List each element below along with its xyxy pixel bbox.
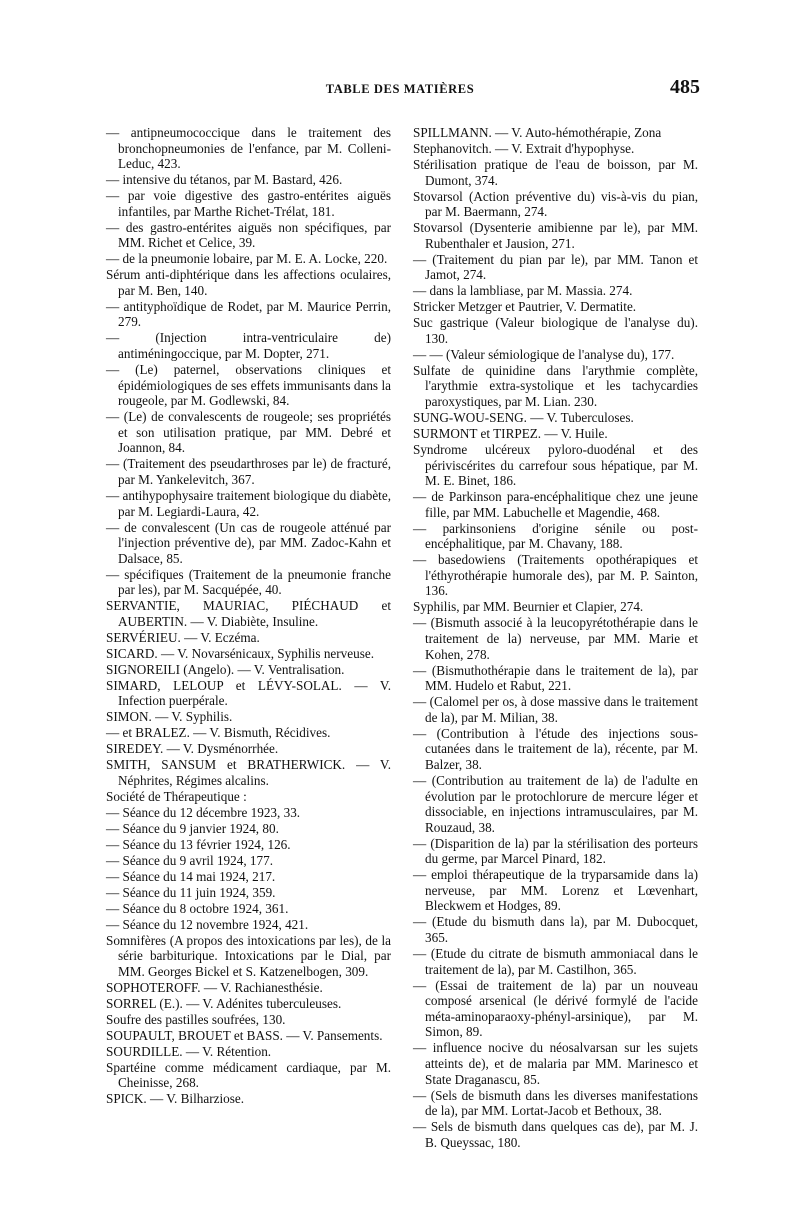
index-entry: — parkinsoniens d'origine sénile ou post-encéphalitique, par M. Chavany, 188. xyxy=(413,520,698,552)
index-entry: Sulfate de quinidine dans l'arythmie complète, l'arythmie extra-systolique et les tachycardies paroxystiques, par M. Lian. 230. xyxy=(413,362,698,409)
index-entry: — basedowiens (Traitements opothérapiques et l'éthyrothérapie humorale des), par M. P. Sainton, 136. xyxy=(413,552,698,599)
index-entry: SIMON. — V. Syphilis. xyxy=(106,709,233,725)
index-entry: SERVÉRIEU. — V. Eczéma. xyxy=(106,629,260,645)
index-entry: — (Le) paternel, observations cliniques et épidémiologiques de ses effets immunisants dans la rougeole, par M. Godlewski, 84. xyxy=(106,362,391,409)
index-entry: — (Calomel per os, à dose massive dans le traitement de la), par M. Milian, 38. xyxy=(413,694,698,725)
index-entry: — (Disparition de la) par la stérilisation des porteurs du germe, par Marcel Pinard, 182. xyxy=(413,835,698,867)
index-entry: SIGNOREILI (Angelo). — V. Ventralisation. xyxy=(106,661,345,677)
index-entry: — Séance du 11 juin 1924, 359. xyxy=(106,884,276,900)
index-entry: — (Etude du citrate de bismuth ammoniacal dans le traitement de la), par M. Castilhon, 365. xyxy=(413,946,698,977)
index-entry: — dans la lambliase, par M. Massia. 274. xyxy=(413,283,633,299)
index-entry: — (Etude du bismuth dans la), par M. Dubocquet, 365. xyxy=(413,914,698,946)
index-entry: — (Traitement du pian par le), par MM. Tanon et Jamot, 274. xyxy=(413,251,698,283)
index-entry: Soufre des pastilles soufrées, 130. xyxy=(106,1011,286,1027)
index-entry: — spécifiques (Traitement de la pneumonie franche par les), par M. Sacquépée, 40. xyxy=(106,566,391,598)
index-entry: — de Parkinson para-encéphalitique chez une jeune fille, par MM. Labuchelle et Magendie, 468. xyxy=(413,489,698,520)
index-entry: Stérilisation pratique de l'eau de boisson, par M. Dumont, 374. xyxy=(413,156,698,188)
index-entry: Syphilis, par MM. Beurnier et Clapier, 274. xyxy=(413,599,644,615)
index-entry: — emploi thérapeutique de la tryparsamide dans la) nerveuse, par MM. Lorenz et Lœvenhart, Bleckwem et Hodges, 89. xyxy=(413,867,698,914)
index-entry: — de la pneumonie lobaire, par M. E. A. Locke, 220. xyxy=(106,251,388,267)
page-number: 485 xyxy=(670,76,700,98)
running-title: TABLE DES MATIÈRES xyxy=(325,82,475,96)
index-entry: SICARD. — V. Novarsénicaux, Syphilis nerveuse. xyxy=(106,645,375,661)
page-header xyxy=(100,76,700,106)
index-entry: Suc gastrique (Valeur biologique de l'analyse du). 130. xyxy=(413,315,698,346)
index-entry: — (Contribution au traitement de la) de l'adulte en évolution par le protochlorure de mercure léger et dissociable, en injections intramusculaires, par M. Rouzaud, 38. xyxy=(413,772,698,835)
index-entry: SURMONT et TIRPEZ. — V. Huile. xyxy=(413,425,608,441)
index-entry: — (Essai de traitement de la) par un nouveau composé arsenical (le dérivé formylé de l'acide méta-aminoparaoxy-phényl-arsinique), par M. Simon, 89. xyxy=(413,977,698,1040)
index-entry: Somnifères (A propos des intoxications par les), de la série barbiturique. Intoxications par le Dial, par MM. Georges Bickel et S. Katzenelbogen, 309. xyxy=(106,932,391,979)
index-entry: — Séance du 12 décembre 1923, 33. xyxy=(106,804,301,820)
index-entry: — et BRALEZ. — V. Bismuth, Récidives. xyxy=(106,725,331,741)
index-entry: — Séance du 8 octobre 1924, 361. xyxy=(106,900,289,916)
index-entry: SIMARD, LELOUP et LÉVY-SOLAL. — V. Infection puerpérale. xyxy=(106,677,391,709)
index-entry: Stricker Metzger et Pautrier, V. Dermatite. xyxy=(413,299,637,315)
index-entry: — (Traitement des pseudarthroses par le) de fracturé, par M. Yankelevitch, 367. xyxy=(106,456,391,487)
right-column xyxy=(413,125,698,1151)
index-entry: SPILLMANN. — V. Auto-hémothérapie, Zona xyxy=(413,125,662,140)
index-entry: SIREDEY. — V. Dysménorrhée. xyxy=(106,741,279,757)
index-entry: SPICK. — V. Bilharziose. xyxy=(106,1091,244,1107)
index-entry: SORREL (E.). — V. Adénites tuberculeuses. xyxy=(106,995,342,1011)
index-entry: — Séance du 14 mai 1924, 217. xyxy=(106,868,276,884)
index-entry: — antityphoïdique de Rodet, par M. Maurice Perrin, 279. xyxy=(106,298,391,330)
index-entry: Stephanovitch. — V. Extrait d'hypophyse. xyxy=(413,140,635,156)
index-entry: — Séance du 12 novembre 1924, 421. xyxy=(106,916,309,932)
index-entry: — (Contribution à l'étude des injections sous-cutanées dans le traitement de la), récente, par M. Balzer, 38. xyxy=(413,725,698,772)
index-entry: SUNG-WOU-SENG. — V. Tuberculoses. xyxy=(413,409,634,425)
index-entry: SERVANTIE, MAURIAC, PIÉCHAUD et AUBERTIN. — V. Diabiète, Insuline. xyxy=(106,598,391,629)
left-column xyxy=(106,125,391,1107)
index-entry: — antipneumococcique dans le traitement des bronchopneumonies de l'enfance, par M. Colleni-Leduc, 423. xyxy=(106,125,391,172)
index-entry: — Sels de bismuth dans quelques cas de), par M. J. B. Queyssac, 180. xyxy=(413,1119,698,1150)
index-entry: Sérum anti-diphtérique dans les affections oculaires, par M. Ben, 140. xyxy=(106,267,391,298)
index-entry: — Séance du 9 janvier 1924, 80. xyxy=(106,820,279,836)
index-entry: Société de Thérapeutique : xyxy=(106,788,247,804)
index-entry: SOUPAULT, BROUET et BASS. — V. Pansements. xyxy=(106,1027,383,1043)
index-entry: — (Sels de bismuth dans les diverses manifestations de la), par MM. Lortat-Jacob et Bethoux, 38. xyxy=(413,1087,698,1119)
index-entry: — (Le) de convalescents de rougeole; ses propriétés et son utilisation pratique, par MM. Debré et Joannon, 84. xyxy=(106,409,391,456)
index-entry: — Séance du 13 février 1924, 126. xyxy=(106,836,291,852)
index-entry: Spartéine comme médicament cardiaque, par M. Cheinisse, 268. xyxy=(106,1059,391,1091)
index-entry: SOPHOTEROFF. — V. Rachianesthésie. xyxy=(106,979,323,995)
index-entry: — intensive du tétanos, par M. Bastard, 426. xyxy=(106,172,343,188)
index-entry: — Séance du 9 avril 1924, 177. xyxy=(106,852,274,868)
index-entry: — influence nocive du néosalvarsan sur les sujets atteints de), et de malaria par MM. Marinesco et State Draganascu, 85. xyxy=(413,1040,698,1087)
index-entry: Syndrome ulcéreux pyloro-duodénal et des périviscérites du carrefour sous hépatique, par M. M. E. Binet, 186. xyxy=(413,441,698,489)
index-entry: — par voie digestive des gastro-entérites aiguës infantiles, par Marthe Richet-Trélat, 181. xyxy=(106,188,391,219)
index-entry: — des gastro-entérites aiguës non spécifiques, par MM. Richet et Celice, 39. xyxy=(106,219,391,251)
index-entry: — de convalescent (Un cas de rougeole atténué par l'injection préventive de), par MM. Zadoc-Kahn et Dalsace, 85. xyxy=(106,519,391,566)
index-entry: — — (Valeur sémiologique de l'analyse du), 177. xyxy=(413,346,675,362)
index-entry: — (Bismuth associé à la leucopyrétothérapie dans le traitement de la) nerveuse, par MM. Marie et Kohen, 278. xyxy=(413,615,698,662)
index-entry: Stovarsol (Action préventive du) vis-à-vis du pian, par M. Baermann, 274. xyxy=(413,188,698,220)
index-entry: SMITH, SANSUM et BRATHERWICK. — V. Néphrites, Régimes alcalins. xyxy=(106,757,391,788)
index-entry: — antihypophysaire traitement biologique du diabète, par M. Legiardi-Laura, 42. xyxy=(106,487,391,519)
index-entry: — (Bismuthothérapie dans le traitement de la), par MM. Hudelo et Rabut, 221. xyxy=(413,662,698,694)
index-entry: SOURDILLE. — V. Rétention. xyxy=(106,1043,272,1059)
index-entry: Stovarsol (Dysenterie amibienne par le), par MM. Rubenthaler et Jausion, 271. xyxy=(413,220,698,251)
index-entry: — (Injection intra-ventriculaire de) antiméningoccique, par M. Dopter, 271. xyxy=(106,330,391,362)
